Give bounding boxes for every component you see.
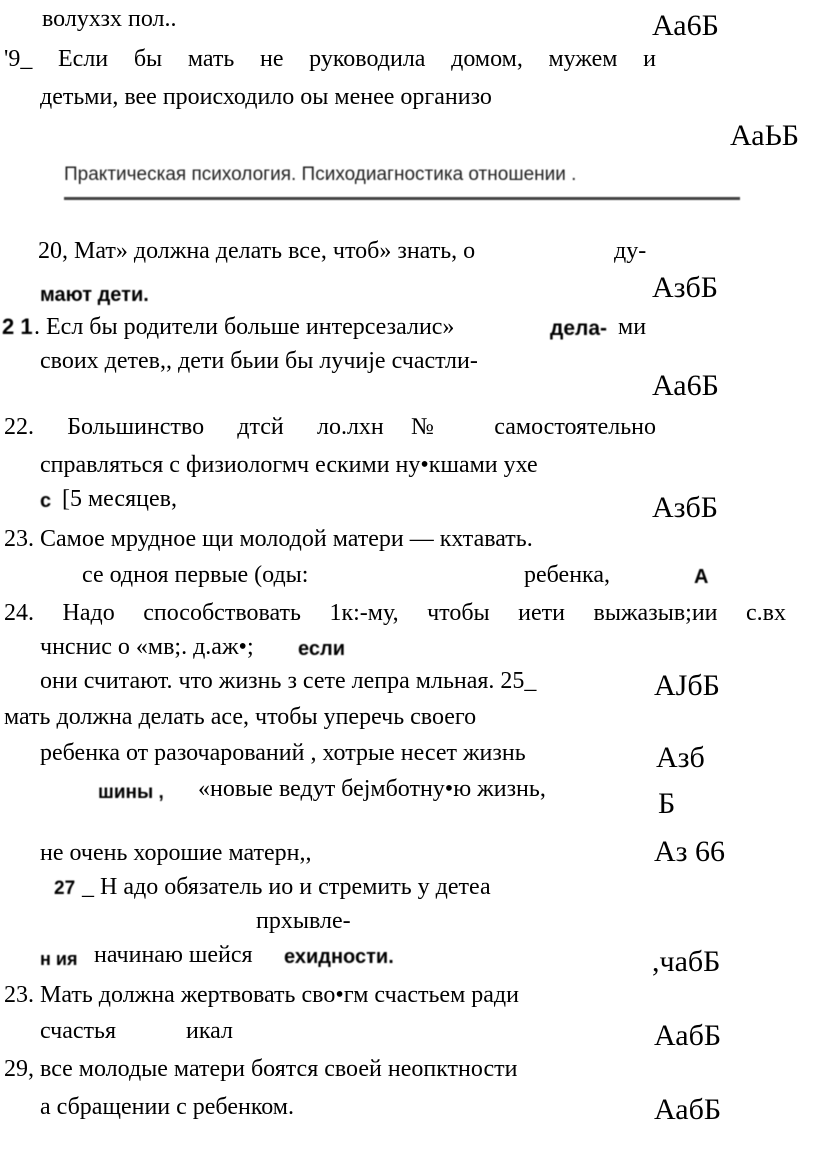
item-27-line-3-end: ехидности. xyxy=(284,946,394,968)
item-22-line-3: [5 месяцев, xyxy=(62,486,177,512)
item-21-line-1: . Есл бы родители больше интерсезалис» xyxy=(34,314,455,340)
item-20-line-1-end: ду- xyxy=(614,238,647,264)
item-29-line-2: а сбращении с ребенком. xyxy=(40,1094,294,1120)
item-27-line-1: _ Н адо обязатель ио и стремить у детеа xyxy=(82,874,491,900)
item-26-line-1: «новые ведут бејмботну•ю жизнь, xyxy=(198,776,546,802)
item-25-line-1: мать должна делать асе, чтобы уперечь своего xyxy=(4,704,477,730)
answer-options-4: Аа6Б xyxy=(652,369,719,402)
answer-options-7: Азб xyxy=(656,741,705,774)
answer-options-5: АзбБ xyxy=(652,491,719,524)
item-23-line-2-end: ребенка, xyxy=(524,562,610,588)
item-22-line-3-prefix: с xyxy=(40,490,52,512)
item-27-line-3: начинаю шейся xyxy=(94,942,253,968)
item-20-line-2: мают дети. xyxy=(40,284,149,306)
item-27-number: 27 xyxy=(54,878,76,899)
item-24-line-2-end: если xyxy=(298,638,345,660)
item-21-number: 2 1 xyxy=(2,314,33,339)
item-26-line-1-prefix: шины , xyxy=(98,782,164,803)
item-24-line-2: чнснис о «мв;. д.аж•; xyxy=(40,634,254,660)
answer-options-7-cont: Б xyxy=(658,787,676,820)
item-28-line-2: счастья xyxy=(40,1018,117,1044)
item-24-line-3: они считают. что жизнь з сете лепра мльная. 25_ xyxy=(40,668,537,694)
item-19-line-2: детьми, вее происходило оы менее организо xyxy=(40,84,492,110)
item-20-line-1: 20, Мат» должна делать все, чтоб» знать, о xyxy=(38,238,476,264)
text-line-1: волухзх пол.. xyxy=(42,6,177,32)
item-28-line-1: 23. Мать должна жертвовать сво•гм счастьем ради xyxy=(4,982,519,1008)
page-header-banner: Практическая психология. Психодиагностика отношении . xyxy=(64,160,740,200)
item-19-line-1: '9_ Если бы мать не руководила домом, мужем и xyxy=(4,46,656,72)
item-22-line-2: справляться с физиологмч ескими ну•кшами ухе xyxy=(40,452,538,478)
item-21-line-1-end: ми xyxy=(618,314,647,340)
answer-options-1: Аа6Б xyxy=(652,9,719,42)
item-27-line-2: прхывле- xyxy=(256,908,351,934)
answer-options-2: АаЬБ xyxy=(730,119,800,152)
item-26-line-2: не очень хорошие матерн,, xyxy=(40,840,312,866)
answer-options-6: АЈбБ xyxy=(654,669,720,702)
answer-options-11: АабБ xyxy=(654,1093,722,1126)
answer-options-9: ,чабБ xyxy=(652,945,721,978)
item-21-line-1-word: дела- xyxy=(550,317,608,340)
item-25-line-2: ребенка от разочарований , хотрые несет жизнь xyxy=(40,740,526,766)
item-27-line-3-prefix: н ия xyxy=(40,949,78,969)
item-29-line-1: 29, все молодые матери боятся своей неопктности xyxy=(4,1056,518,1082)
answer-options-3: АзбБ xyxy=(652,271,719,304)
item-22-line-1: 22. Большинство дтсй ло.лхн№ самостоятельно xyxy=(4,414,656,440)
answer-options-8: Аз 66 xyxy=(654,835,726,868)
item-21-line-2: своих детев,, дети бьии бы лучије счастли- xyxy=(40,348,478,374)
answer-options-10: АабБ xyxy=(654,1019,722,1052)
item-24-line-1: 24. Надо способствовать 1к:-му, чтобы иети выжазыв;ии с.вх xyxy=(4,600,786,626)
answer-options-partial: А xyxy=(694,566,709,588)
item-23-line-1: 23. Самое мрудное щи молодой матери — кхтавать. xyxy=(4,526,533,552)
item-28-line-2-end: икал xyxy=(186,1018,233,1044)
item-23-line-2: се одноя первые (оды: xyxy=(82,562,309,588)
